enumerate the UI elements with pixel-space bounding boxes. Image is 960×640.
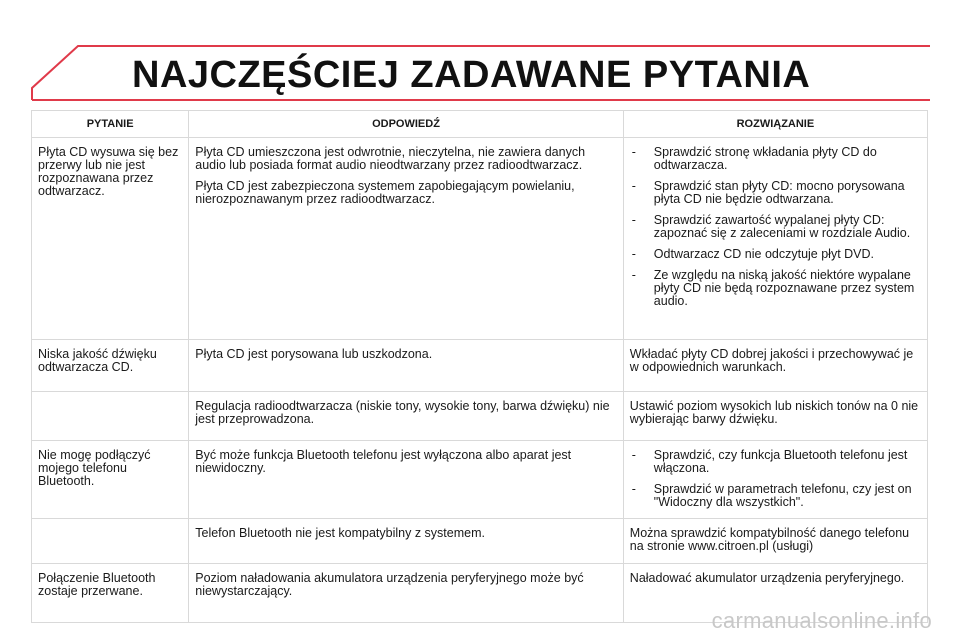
watermark: carmanualsonline.info <box>711 608 932 633</box>
answer-cell: Telefon Bluetooth nie jest kompatybilny z systemem. <box>189 519 624 564</box>
solution-cell: Można sprawdzić kompatybilność danego telefonu na stronie www.citroen.pl (usługi) <box>623 519 927 564</box>
table-header-row <box>32 111 928 138</box>
list-item: - Odtwarzacz CD nie odczytuje płyt DVD. <box>631 247 875 261</box>
solution-list <box>630 449 921 509</box>
answer-cell: Być może funkcja Bluetooth telefonu jest wyłączona albo aparat jest niewidoczny. <box>189 441 624 519</box>
answer-cell: Poziom naładowania akumulatora urządzenia peryferyjnego może być niewystarczający. <box>189 564 624 623</box>
faq-table <box>31 110 928 623</box>
question-cell: Nie mogę podłączyć mojego telefonu Bluetooth. <box>32 441 189 519</box>
table-row <box>32 441 928 519</box>
page-title: NAJCZĘŚCIEJ ZADAWANE PYTANIA <box>132 54 811 96</box>
solution-cell <box>623 441 927 519</box>
list-item: - Sprawdzić stronę wkładania płyty CD do odtwarzacza. <box>631 145 877 172</box>
table-row <box>32 138 928 340</box>
question-cell: Płyta CD wysuwa się bez przerwy lub nie jest rozpoznawana przez odtwarzacz. <box>32 138 189 340</box>
solution-cell <box>623 138 927 340</box>
question-cell: Połączenie Bluetooth zostaje przerwane. <box>32 564 189 623</box>
solution-list <box>630 146 921 308</box>
header-question: PYTANIE <box>32 111 189 138</box>
list-item: - Sprawdzić stan płyty CD: mocno porysowana płyta CD nie będzie odtwarzana. <box>631 179 905 206</box>
solution-cell: Ustawić poziom wysokich lub niskich tonów na 0 nie wybierając barwy dźwięku. <box>623 392 927 441</box>
solution-cell: Naładować akumulator urządzenia peryferyjnego. <box>623 564 927 623</box>
solution-cell: Wkładać płyty CD dobrej jakości i przechowywać je w odpowiednich warunkach. <box>623 340 927 392</box>
table-row <box>32 340 928 392</box>
question-cell <box>32 392 189 441</box>
list-item: - Sprawdzić w parametrach telefonu, czy jest on "Widoczny dla wszystkich". <box>631 482 912 509</box>
answer-cell: Płyta CD jest porysowana lub uszkodzona. <box>189 340 624 392</box>
question-cell: Niska jakość dźwięku odtwarzacza CD. <box>32 340 189 392</box>
question-cell <box>32 519 189 564</box>
header-solution: ROZWIĄZANIE <box>623 111 927 138</box>
answer-cell: Płyta CD umieszczona jest odwrotnie, nieczytelna, nie zawiera danych audio lub posiada format audio nieodtwarzany przez radioodtwarzacz. Płyta CD jest zabezpieczona systemem zapobiegającym powielaniu, nierozpoznawanym przez radioodtwarzacz. <box>189 138 624 340</box>
table-row <box>32 519 928 564</box>
list-item: - Sprawdzić zawartość wypalanej płyty CD: zapoznać się z zaleceniami w rozdziale Audio. <box>631 213 911 240</box>
header-answer: ODPOWIEDŹ <box>189 111 624 138</box>
table-row <box>32 392 928 441</box>
list-item: - Sprawdzić, czy funkcja Bluetooth telefonu jest włączona. <box>631 448 908 475</box>
answer-cell: Regulacja radioodtwarzacza (niskie tony, wysokie tony, barwa dźwięku) nie jest przeprowadzona. <box>189 392 624 441</box>
list-item: - Ze względu na niską jakość niektóre wypalane płyty CD nie będą rozpoznawane przez system audio. <box>631 268 915 308</box>
